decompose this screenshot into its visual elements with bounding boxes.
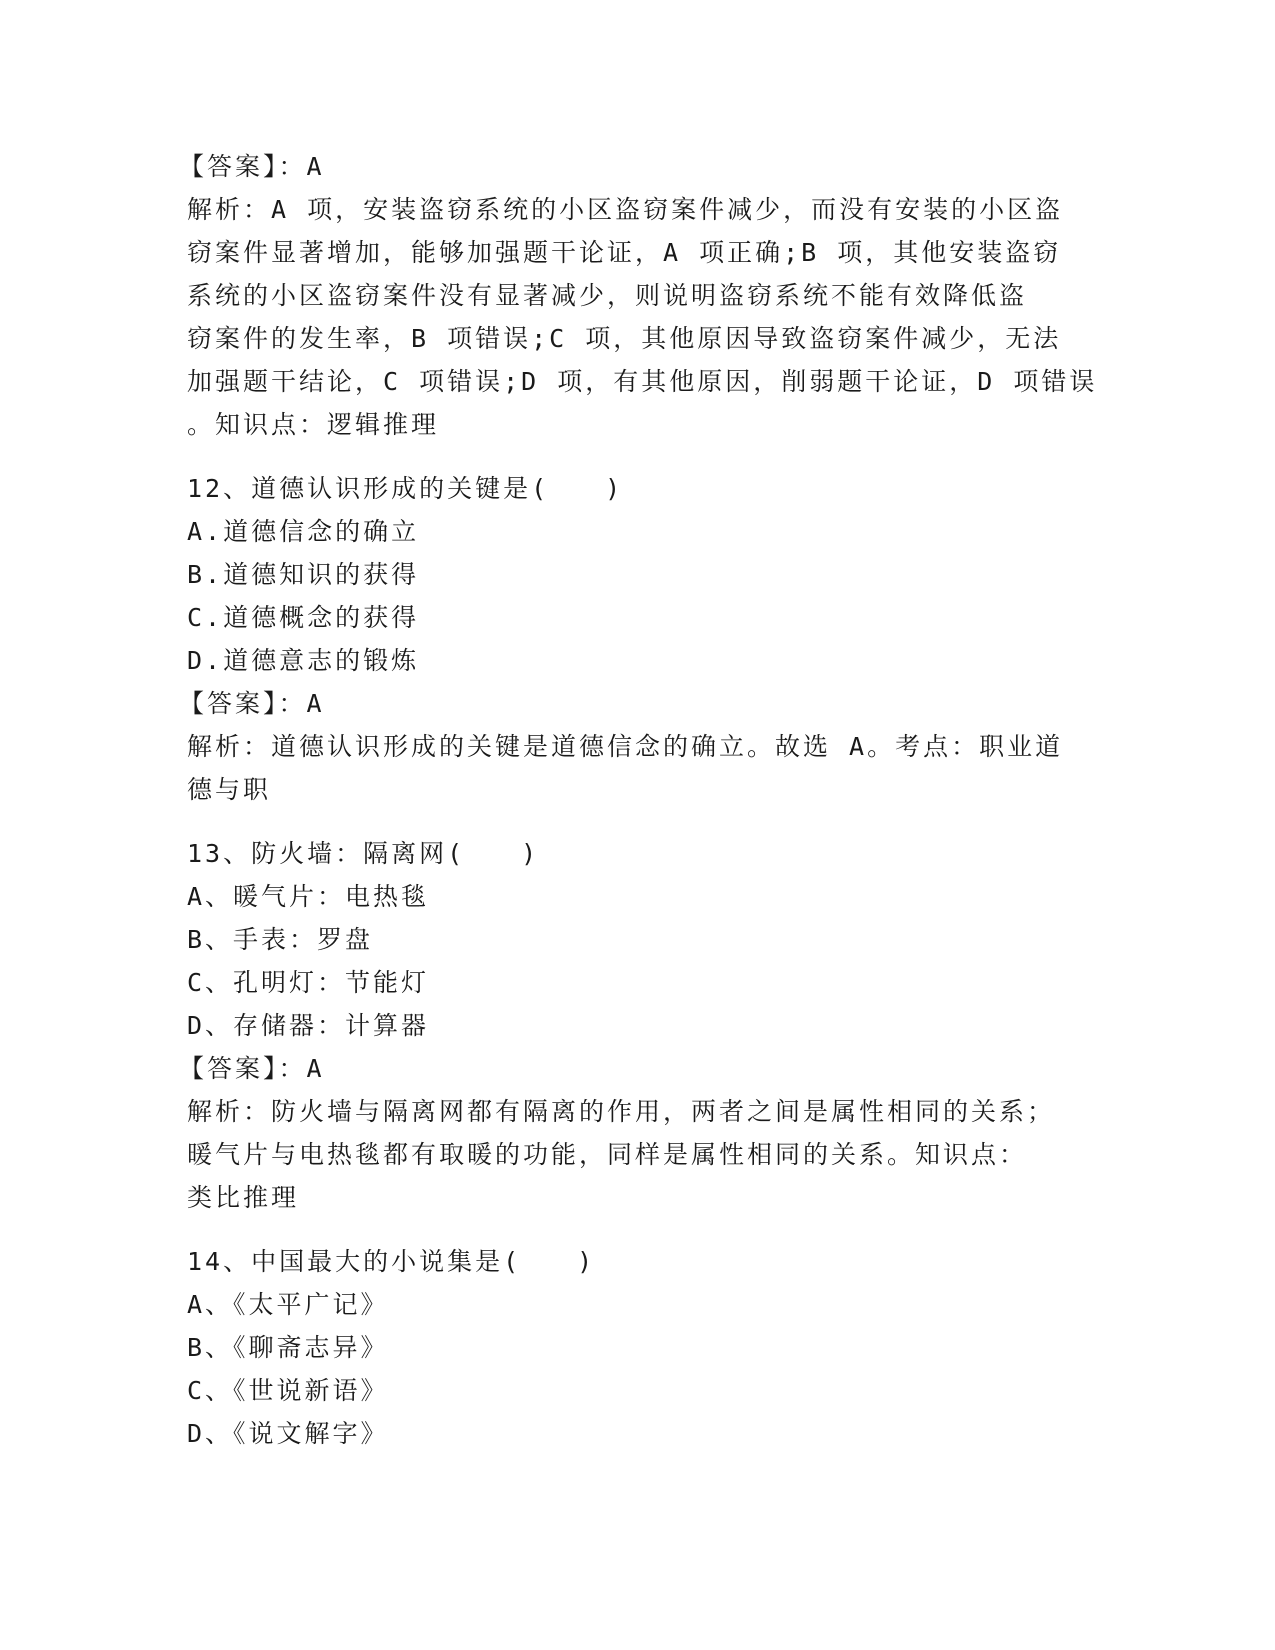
spacer	[187, 446, 1087, 467]
option-b: B、手表：罗盘	[187, 925, 374, 954]
analysis-line: 类比推理	[187, 1183, 300, 1212]
analysis-line: 。知识点：逻辑推理	[187, 410, 440, 439]
option-d: D、《说文解字》	[187, 1419, 389, 1448]
option-c: C.道德概念的获得	[187, 603, 420, 632]
spacer	[187, 811, 1087, 832]
answer-label: 【答案】：A	[179, 1054, 325, 1083]
analysis-line: 加强题干结论，C 项错误;D 项，有其他原因，削弱题干论证，D 项错误	[187, 367, 1098, 396]
analysis-line: 解析：道德认识形成的关键是道德信念的确立。故选 A。考点：职业道	[187, 732, 1064, 761]
question-14	[187, 1240, 1087, 1455]
analysis-line: 解析：A 项，安装盗窃系统的小区盗窃案件减少，而没有安装的小区盗	[187, 195, 1064, 224]
analysis-line: 窃案件显著增加，能够加强题干论证，A 项正确;B 项，其他安装盗窃	[187, 238, 1062, 267]
question-12	[179, 467, 1087, 811]
document-content	[179, 145, 1098, 1455]
option-a: A、《太平广记》	[187, 1290, 389, 1319]
option-d: D、存储器：计算器	[187, 1011, 430, 1040]
option-c: C、《世说新语》	[187, 1376, 389, 1405]
question-stem: 12、道德认识形成的关键是( )	[187, 474, 624, 503]
analysis-line: 德与职	[187, 775, 272, 804]
question-11-answer-block	[179, 145, 1098, 446]
option-c: C、孔明灯：节能灯	[187, 968, 430, 997]
option-b: B.道德知识的获得	[187, 560, 420, 589]
option-b: B、《聊斋志异》	[187, 1333, 389, 1362]
option-d: D.道德意志的锻炼	[187, 646, 420, 675]
option-a: A.道德信念的确立	[187, 517, 420, 546]
answer-label: 【答案】：A	[179, 152, 325, 181]
question-13	[179, 832, 1087, 1219]
analysis-line: 解析：防火墙与隔离网都有隔离的作用，两者之间是属性相同的关系；	[187, 1097, 1056, 1126]
spacer	[187, 1219, 1087, 1240]
analysis-line: 系统的小区盗窃案件没有显著减少，则说明盗窃系统不能有效降低盗	[187, 281, 1028, 310]
analysis-line: 暖气片与电热毯都有取暖的功能，同样是属性相同的关系。知识点：	[187, 1140, 1028, 1169]
option-a: A、暖气片：电热毯	[187, 882, 430, 911]
analysis-line: 窃案件的发生率，B 项错误;C 项，其他原因导致盗窃案件减少，无法	[187, 324, 1062, 353]
question-stem: 13、防火墙：隔离网( )	[187, 839, 540, 868]
answer-label: 【答案】：A	[179, 689, 325, 718]
question-stem: 14、中国最大的小说集是( )	[187, 1247, 596, 1276]
